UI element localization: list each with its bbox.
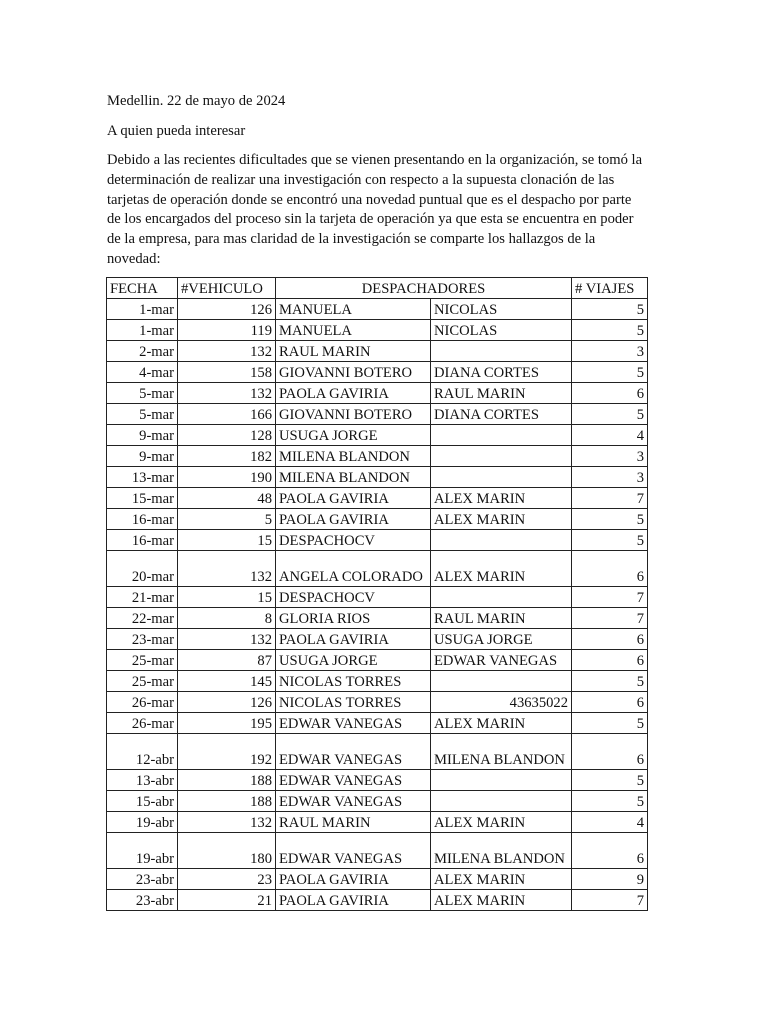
table-row — [107, 341, 648, 362]
cell-despachador-1: EDWAR VANEGAS — [276, 734, 431, 770]
cell-despachador-2 — [431, 587, 572, 608]
cell-despachador-2: RAUL MARIN — [431, 608, 572, 629]
cell-fecha: 13-abr — [107, 770, 178, 791]
cell-despachador-2: MILENA BLANDON — [431, 833, 572, 869]
cell-despachador-1: RAUL MARIN — [276, 812, 431, 833]
cell-fecha: 12-abr — [107, 734, 178, 770]
letter-body — [107, 151, 667, 270]
cell-viajes: 3 — [572, 446, 648, 467]
cell-despachador-2 — [431, 446, 572, 467]
cell-fecha: 20-mar — [107, 551, 178, 587]
body-line: determinación de realizar una investigación con respecto a la supuesta clonación de las — [107, 171, 615, 188]
cell-vehiculo: 87 — [178, 650, 276, 671]
cell-despachador-2: ALEX MARIN — [431, 812, 572, 833]
cell-vehiculo: 132 — [178, 812, 276, 833]
cell-despachador-2: USUGA JORGE — [431, 629, 572, 650]
cell-vehiculo: 132 — [178, 551, 276, 587]
cell-vehiculo: 132 — [178, 383, 276, 404]
cell-despachador-2: 43635022 — [431, 692, 572, 713]
table-row — [107, 734, 648, 770]
table-row — [107, 713, 648, 734]
cell-viajes: 6 — [572, 551, 648, 587]
cell-viajes: 4 — [572, 812, 648, 833]
table-row — [107, 425, 648, 446]
cell-despachador-2: DIANA CORTES — [431, 404, 572, 425]
cell-vehiculo: 188 — [178, 770, 276, 791]
table-row — [107, 530, 648, 551]
body-line: de la empresa, para mas claridad de la investigación se comparte los hallazgos de la — [107, 231, 596, 248]
cell-despachador-1: EDWAR VANEGAS — [276, 833, 431, 869]
cell-vehiculo: 188 — [178, 791, 276, 812]
cell-despachador-2 — [431, 467, 572, 488]
cell-vehiculo: 15 — [178, 587, 276, 608]
cell-despachador-2: ALEX MARIN — [431, 890, 572, 911]
cell-vehiculo: 132 — [178, 629, 276, 650]
cell-fecha: 23-abr — [107, 890, 178, 911]
cell-despachador-2: MILENA BLANDON — [431, 734, 572, 770]
cell-fecha: 9-mar — [107, 446, 178, 467]
cell-vehiculo: 192 — [178, 734, 276, 770]
table-row — [107, 488, 648, 509]
cell-viajes: 5 — [572, 509, 648, 530]
cell-despachador-2 — [431, 530, 572, 551]
cell-despachador-1: USUGA JORGE — [276, 425, 431, 446]
cell-despachador-2 — [431, 770, 572, 791]
cell-vehiculo: 126 — [178, 692, 276, 713]
cell-vehiculo: 195 — [178, 713, 276, 734]
cell-fecha: 5-mar — [107, 404, 178, 425]
cell-despachador-1: PAOLA GAVIRIA — [276, 383, 431, 404]
cell-fecha: 25-mar — [107, 650, 178, 671]
cell-fecha: 19-abr — [107, 812, 178, 833]
cell-despachador-2: NICOLAS — [431, 299, 572, 320]
cell-vehiculo: 48 — [178, 488, 276, 509]
table-row — [107, 770, 648, 791]
cell-despachador-1: MANUELA — [276, 320, 431, 341]
cell-viajes: 5 — [572, 713, 648, 734]
cell-fecha: 2-mar — [107, 341, 178, 362]
cell-despachador-1: NICOLAS TORRES — [276, 692, 431, 713]
cell-despachador-2: ALEX MARIN — [431, 488, 572, 509]
cell-fecha: 4-mar — [107, 362, 178, 383]
body-line: Debido a las recientes dificultades que se vienen presentando en la organización, se tomó la — [107, 152, 643, 168]
cell-fecha: 1-mar — [107, 320, 178, 341]
cell-despachador-1: EDWAR VANEGAS — [276, 770, 431, 791]
cell-despachador-1: RAUL MARIN — [276, 341, 431, 362]
header-vehiculo: #VEHICULO — [178, 278, 276, 299]
cell-despachador-2: DIANA CORTES — [431, 362, 572, 383]
cell-vehiculo: 158 — [178, 362, 276, 383]
cell-despachador-1: PAOLA GAVIRIA — [276, 488, 431, 509]
cell-despachador-1: GIOVANNI BOTERO — [276, 404, 431, 425]
cell-viajes: 7 — [572, 488, 648, 509]
cell-despachador-2 — [431, 791, 572, 812]
cell-viajes: 5 — [572, 404, 648, 425]
cell-vehiculo: 128 — [178, 425, 276, 446]
table-row — [107, 299, 648, 320]
cell-despachador-2: EDWAR VANEGAS — [431, 650, 572, 671]
cell-fecha: 23-mar — [107, 629, 178, 650]
body-line: tarjetas de operación donde se encontró una novedad puntual que es el despacho por parte — [107, 191, 632, 208]
cell-despachador-1: PAOLA GAVIRIA — [276, 869, 431, 890]
cell-vehiculo: 145 — [178, 671, 276, 692]
cell-viajes: 7 — [572, 608, 648, 629]
table-row — [107, 383, 648, 404]
cell-vehiculo: 180 — [178, 833, 276, 869]
cell-fecha: 26-mar — [107, 713, 178, 734]
cell-viajes: 5 — [572, 791, 648, 812]
table-row — [107, 509, 648, 530]
table-row — [107, 446, 648, 467]
cell-despachador-1: MANUELA — [276, 299, 431, 320]
cell-viajes: 5 — [572, 671, 648, 692]
cell-despachador-2: ALEX MARIN — [431, 713, 572, 734]
cell-viajes: 3 — [572, 467, 648, 488]
cell-viajes: 6 — [572, 833, 648, 869]
cell-vehiculo: 182 — [178, 446, 276, 467]
cell-despachador-1: USUGA JORGE — [276, 650, 431, 671]
cell-fecha: 13-mar — [107, 467, 178, 488]
cell-vehiculo: 5 — [178, 509, 276, 530]
cell-despachador-2: ALEX MARIN — [431, 869, 572, 890]
cell-viajes: 6 — [572, 383, 648, 404]
cell-vehiculo: 21 — [178, 890, 276, 911]
table-row — [107, 812, 648, 833]
cell-despachador-1: PAOLA GAVIRIA — [276, 509, 431, 530]
table-row — [107, 869, 648, 890]
cell-viajes: 5 — [572, 530, 648, 551]
header-despachadores: DESPACHADORES — [276, 278, 572, 299]
cell-despachador-1: EDWAR VANEGAS — [276, 713, 431, 734]
cell-viajes: 5 — [572, 320, 648, 341]
table-row — [107, 551, 648, 587]
table-row — [107, 629, 648, 650]
cell-fecha: 23-abr — [107, 869, 178, 890]
cell-vehiculo: 8 — [178, 608, 276, 629]
cell-despachador-2: NICOLAS — [431, 320, 572, 341]
cell-fecha: 16-mar — [107, 509, 178, 530]
table-header-row — [107, 278, 648, 299]
cell-fecha: 15-abr — [107, 791, 178, 812]
cell-despachador-2: ALEX MARIN — [431, 551, 572, 587]
cell-viajes: 5 — [572, 362, 648, 383]
cell-vehiculo: 15 — [178, 530, 276, 551]
cell-despachador-2: ALEX MARIN — [431, 509, 572, 530]
cell-vehiculo: 190 — [178, 467, 276, 488]
table-row — [107, 467, 648, 488]
cell-viajes: 3 — [572, 341, 648, 362]
letter-date: Medellin. 22 de mayo de 2024 — [107, 93, 286, 109]
cell-despachador-1: DESPACHOCV — [276, 530, 431, 551]
cell-vehiculo: 132 — [178, 341, 276, 362]
cell-fecha: 22-mar — [107, 608, 178, 629]
table-row — [107, 608, 648, 629]
dispatch-table — [106, 277, 648, 911]
letter-salutation: A quien pueda interesar — [107, 123, 246, 139]
cell-viajes: 9 — [572, 869, 648, 890]
cell-viajes: 6 — [572, 629, 648, 650]
header-fecha: FECHA — [107, 278, 178, 299]
cell-viajes: 7 — [572, 587, 648, 608]
cell-despachador-1: PAOLA GAVIRIA — [276, 890, 431, 911]
cell-vehiculo: 166 — [178, 404, 276, 425]
cell-fecha: 21-mar — [107, 587, 178, 608]
cell-despachador-1: NICOLAS TORRES — [276, 671, 431, 692]
cell-fecha: 26-mar — [107, 692, 178, 713]
cell-viajes: 4 — [572, 425, 648, 446]
cell-despachador-2 — [431, 341, 572, 362]
cell-despachador-1: DESPACHOCV — [276, 587, 431, 608]
cell-viajes: 7 — [572, 890, 648, 911]
table-row — [107, 362, 648, 383]
cell-despachador-1: EDWAR VANEGAS — [276, 791, 431, 812]
cell-viajes: 6 — [572, 734, 648, 770]
cell-fecha: 9-mar — [107, 425, 178, 446]
cell-fecha: 15-mar — [107, 488, 178, 509]
cell-vehiculo: 126 — [178, 299, 276, 320]
cell-despachador-1: MILENA BLANDON — [276, 446, 431, 467]
cell-viajes: 6 — [572, 650, 648, 671]
table-row — [107, 587, 648, 608]
cell-despachador-1: ANGELA COLORADO — [276, 551, 431, 587]
cell-despachador-1: GIOVANNI BOTERO — [276, 362, 431, 383]
table-row — [107, 671, 648, 692]
cell-despachador-2: RAUL MARIN — [431, 383, 572, 404]
cell-fecha: 1-mar — [107, 299, 178, 320]
cell-despachador-2 — [431, 425, 572, 446]
cell-viajes: 6 — [572, 692, 648, 713]
table-row — [107, 890, 648, 911]
table-body — [107, 299, 648, 911]
table-row — [107, 833, 648, 869]
header-viajes: # VIAJES — [572, 278, 648, 299]
cell-despachador-2 — [431, 671, 572, 692]
cell-viajes: 5 — [572, 770, 648, 791]
cell-despachador-1: GLORIA RIOS — [276, 608, 431, 629]
cell-despachador-1: PAOLA GAVIRIA — [276, 629, 431, 650]
table-row — [107, 404, 648, 425]
cell-viajes: 5 — [572, 299, 648, 320]
cell-fecha: 16-mar — [107, 530, 178, 551]
body-line: novedad: — [107, 250, 161, 267]
cell-fecha: 5-mar — [107, 383, 178, 404]
cell-vehiculo: 23 — [178, 869, 276, 890]
table-row — [107, 692, 648, 713]
cell-fecha: 19-abr — [107, 833, 178, 869]
table-row — [107, 791, 648, 812]
table-row — [107, 320, 648, 341]
table-row — [107, 650, 648, 671]
body-line: de los encargados del proceso sin la tarjeta de operación ya que esta se encuentra en poder — [107, 211, 634, 228]
cell-fecha: 25-mar — [107, 671, 178, 692]
cell-vehiculo: 119 — [178, 320, 276, 341]
cell-despachador-1: MILENA BLANDON — [276, 467, 431, 488]
